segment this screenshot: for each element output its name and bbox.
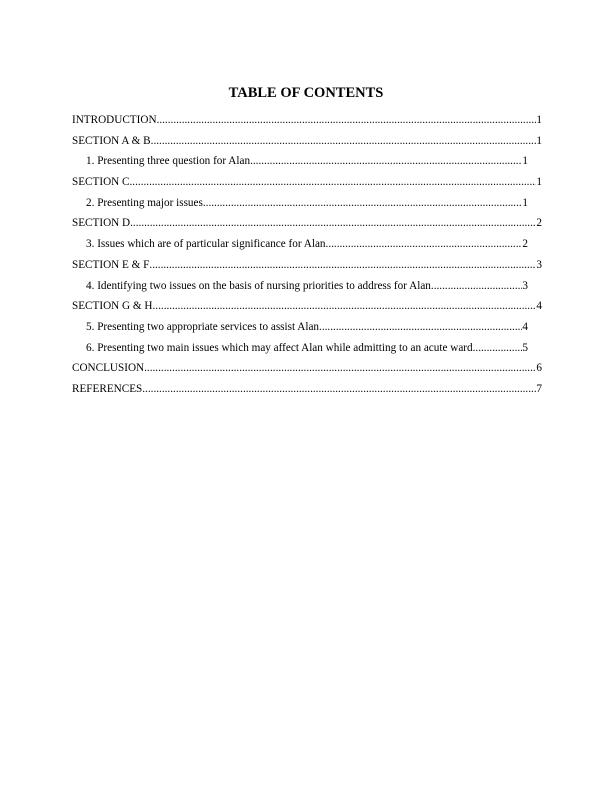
toc-page-number: 1 [536,134,542,147]
toc-entry-label: SECTION G & H [72,300,153,313]
toc-entry-conclusion[interactable] [72,361,542,382]
toc-entry-label: SECTION D [72,217,131,230]
dot-leader [151,134,537,148]
toc-title: TABLE OF CONTENTS [228,85,384,101]
toc-entry-label: CONCLUSION [72,362,145,375]
toc-entry-label: 3. Issues which are of particular significance for Alan [86,238,326,251]
toc-page-number: 1 [536,114,542,126]
dot-leader [326,237,523,251]
dot-leader [130,175,537,189]
toc-entry-acute-ward-issues[interactable] [86,341,528,362]
dot-leader [473,341,523,355]
dot-leader [130,216,536,230]
toc-entry-label: 1. Presenting three question for Alan [86,155,251,168]
toc-page-number: 2 [522,238,528,251]
dot-leader [144,361,536,375]
toc-page-number: 3 [536,258,542,271]
toc-entry-section-a-b[interactable] [72,134,542,155]
toc-entry-particular-significance[interactable] [86,237,528,258]
dot-leader [203,196,523,210]
toc-page-number: 1 [536,176,542,189]
dot-leader [142,382,536,396]
toc-entry-label: 2. Presenting major issues [86,196,203,209]
toc-page-number: 3 [522,279,528,292]
dot-leader [157,113,537,127]
toc-entry-references[interactable] [72,382,542,403]
toc-entry-appropriate-services[interactable] [86,320,528,341]
toc-page-number: 5 [522,341,528,354]
toc-entry-label: SECTION A & B [72,134,151,147]
toc-entry-label: SECTION C [72,176,130,189]
toc-entry-introduction[interactable] [72,113,542,134]
toc-entry-label: 5. Presenting two appropriate services to assist Alan [86,320,320,333]
dot-leader [431,279,523,293]
toc-entry-label: 4. Identifying two issues on the basis of nursing priorities to address for Alan [86,279,431,292]
toc-entry-major-issues[interactable] [86,196,528,217]
toc-entry-section-d[interactable] [72,216,542,237]
dot-leader [153,299,537,313]
toc-entry-label: 6. Presenting two main issues which may affect Alan while admitting to an acute ward [86,341,473,354]
dot-leader [319,320,522,334]
toc-page-number: 4 [522,320,528,333]
toc-entry-section-g-h[interactable] [72,299,542,320]
toc-entry-label: INTRODUCTION [72,114,157,126]
toc-entry-nursing-priorities[interactable] [86,279,528,300]
toc-list [72,113,542,403]
dot-leader [149,258,536,272]
toc-entry-label: SECTION E & F [72,258,150,271]
dot-leader [250,154,522,168]
toc-page-number: 1 [522,155,528,168]
toc-entry-section-c[interactable] [72,175,542,196]
toc-page-number: 2 [536,217,542,230]
toc-page-number: 7 [536,382,542,395]
toc-entry-three-questions[interactable] [86,154,528,175]
toc-entry-section-e-f[interactable] [72,258,542,279]
toc-page-number: 1 [522,196,528,209]
toc-entry-label: REFERENCES [72,382,143,395]
toc-page-number: 4 [536,300,542,313]
toc-page-number: 6 [536,362,542,375]
